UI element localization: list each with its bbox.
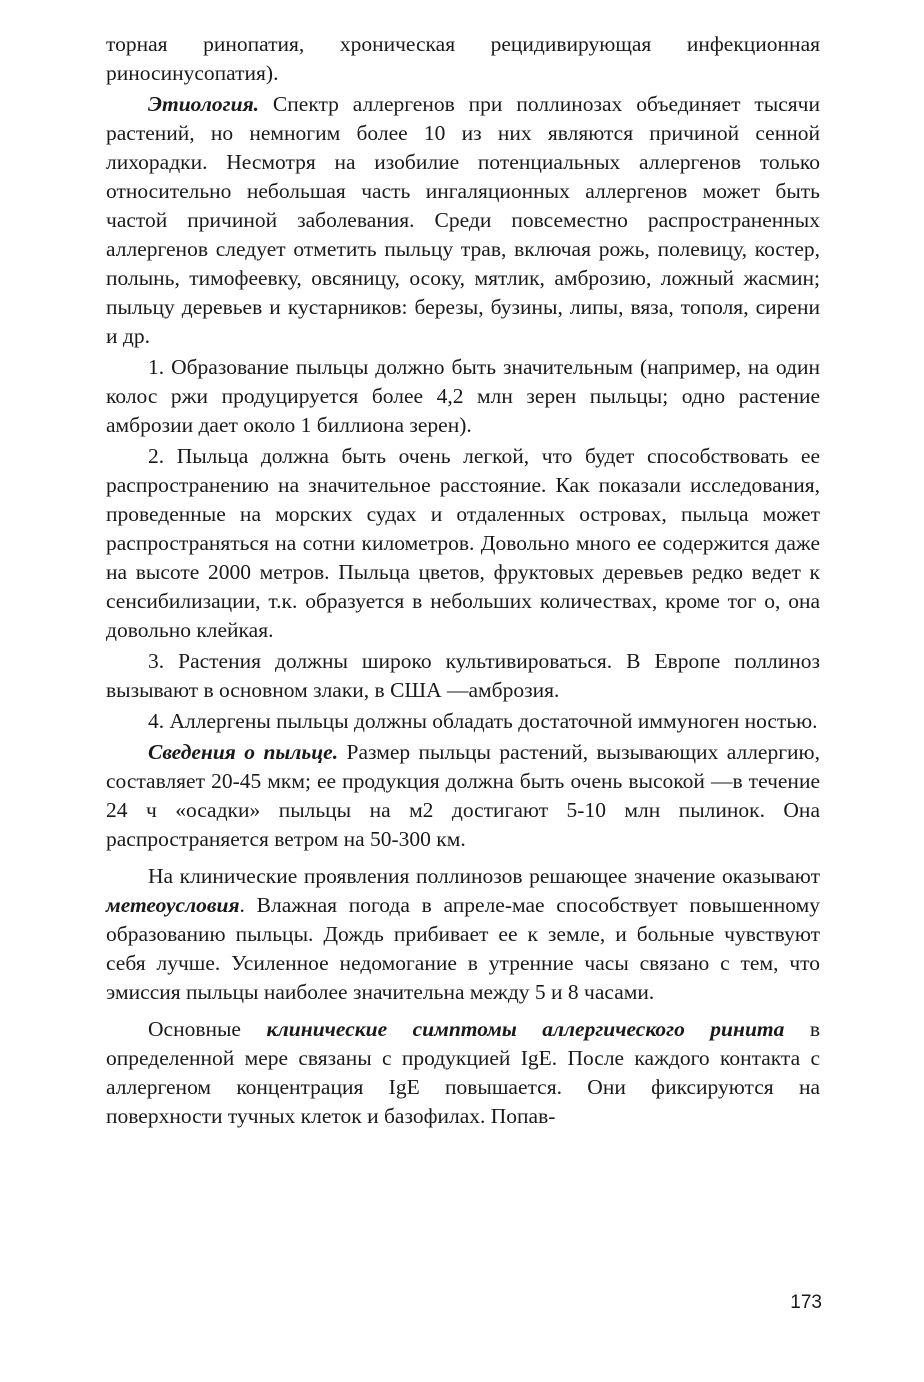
paragraph-text: в определенной мере связаны с продукцией IgE. После каждого контакта с аллергеном концентрация IgE повышается. Они фиксируются на поверхности тучных клеток и базофилах. Попав- — [106, 1017, 820, 1128]
paragraph-text: 2. Пыльца должна быть очень легкой, что будет способствовать ее распространению на значительное расстояние. Как показали исследования, проведенные на морских судах и отдаленных островах, пыльца может распространяться на сотни километров. Довольно много ее содержится даже на высоте 2000 метров. Пыльца цветов, фруктовых деревьев редко ведет к сенсибилизации, т.к. образуется в небольших количествах, кроме тог о, она довольно клейкая. — [106, 444, 820, 642]
list-item-3 — [106, 647, 820, 705]
paragraph-continuation — [106, 30, 820, 88]
list-item-4 — [106, 707, 820, 736]
paragraph-text: На клинические проявления поллинозов решающее значение оказывают — [148, 864, 820, 888]
paragraph-text: . Влажная погода в апреле-мае способствует повышенному образованию пыльцы. Дождь прибивает ее к земле, и больные чувствуют себя лучше. Усиленное недомогание в утренние часы связано с тем, что эмиссия пыльцы наиболее значительна между 5 и 8 часами. — [106, 893, 820, 1004]
paragraph-text: 4. Аллергены пыльцы должны обладать достаточной иммуноген ностью. — [148, 709, 818, 733]
emphasis-clinical-symptoms: клинические симптомы аллергического ринита — [266, 1017, 785, 1041]
section-heading-pollen-info: Сведения о пыльце. — [148, 740, 339, 764]
list-item-1 — [106, 353, 820, 440]
paragraph-text: Размер пыльцы растений, вызывающих аллергию, составляет 20-45 мкм; ее продукция должна быть очень высокой —в течение 24 ч «осадки» пыльцы на м2 достигают 5-10 млн пылинок. Она распространяется ветром на 50-300 км. — [106, 740, 820, 851]
section-heading-etiology: Этиология. — [148, 92, 260, 116]
paragraph-weather — [106, 862, 820, 1007]
paragraph-pollen-info — [106, 738, 820, 854]
page-number: 173 — [790, 1292, 822, 1313]
list-item-2 — [106, 442, 820, 645]
paragraph-text: Спектр аллергенов при поллинозах объединяет тысячи растений, но немногим более 10 из них являются причиной сенной лихорадки. Несмотря на изобилие потенциальных аллергенов только относительно небольшая часть ингаляционных аллергенов может быть частой причиной заболевания. Среди повсеместно распространенных аллергенов следует отметить пыльцу трав, включая рожь, полевицу, костер, полынь, тимофеевку, овсяницу, осоку, мятлик, амброзию, ложный жасмин; пыльцу деревьев и кустарников: березы, бузины, липы, вяза, тополя, сирени и др. — [106, 92, 820, 348]
paragraph-text: торная ринопатия, хроническая рецидивирующая инфекционная риносинусопатия). — [106, 32, 820, 85]
paragraph-etiology — [106, 90, 820, 351]
emphasis-weather: метеоусловия — [106, 893, 240, 917]
paragraph-text: 1. Образование пыльцы должно быть значительным (например, на один колос ржи продуцируется более 4,2 млн зерен пыльцы; одно растение амброзии дает около 1 биллиона зерен). — [106, 355, 820, 437]
page-body — [106, 30, 820, 1131]
paragraph-text: 3. Растения должны широко культивироваться. В Европе поллиноз вызывают в основном злаки, в США —амброзия. — [106, 649, 820, 702]
paragraph-text: Основные — [148, 1017, 267, 1041]
paragraph-clinical-symptoms — [106, 1015, 820, 1131]
